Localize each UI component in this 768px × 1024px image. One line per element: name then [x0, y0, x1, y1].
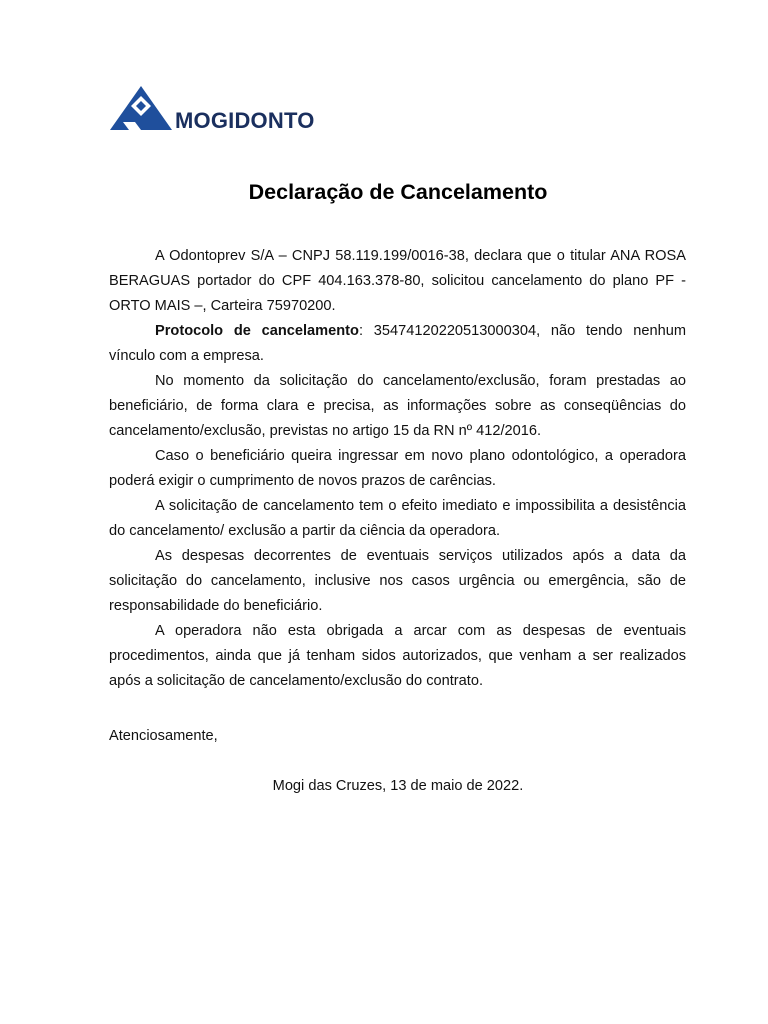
company-logo	[109, 84, 339, 134]
paragraph-expenses: As despesas decorrentes de eventuais serviços utilizados após a data da solicitação do cancelamento, inclusive nos casos urgência ou emergência, são de responsabilidade do beneficiário.	[109, 548, 686, 614]
document-body	[109, 244, 686, 694]
logo-mark-icon	[109, 84, 173, 132]
paragraph-protocol	[109, 319, 686, 369]
place-and-date: Mogi das Cruzes, 13 de maio de 2022.	[272, 778, 524, 794]
paragraph-declaration: A Odontoprev S/A – CNPJ 58.119.199/0016-38, declara que o titular ANA ROSA BERAGUAS portador do CPF 404.163.378-80, solicitou cancelamento do plano PF - ORTO MAIS –, Carteira 75970200.	[109, 248, 686, 314]
paragraph-information: No momento da solicitação do cancelamento/exclusão, foram prestadas ao beneficiário, de forma clara e precisa, as informações sobre as conseqüências do cancelamento/exclusão, previstas no artigo 15 da RN nº 412/2016.	[109, 373, 686, 439]
closing-salutation: Atenciosamente,	[109, 728, 218, 744]
logo-wordmark: MOGIDONTO	[175, 108, 315, 133]
paragraph-new-plan: Caso o beneficiário queira ingressar em novo plano odontológico, a operadora poderá exigir o cumprimento de novos prazos de carências.	[109, 448, 686, 489]
protocol-text: : 35474120220513000304, não tendo nenhum vínculo com a empresa.	[109, 323, 687, 364]
document-title: Declaração de Cancelamento	[248, 180, 548, 204]
protocol-label: Protocolo de cancelamento	[155, 323, 359, 339]
paragraph-immediate-effect: A solicitação de cancelamento tem o efeito imediato e impossibilita a desistência do cancelamento/ exclusão a partir da ciência da operadora.	[109, 498, 686, 539]
paragraph-operator-obligation: A operadora não esta obrigada a arcar com as despesas de eventuais procedimentos, ainda que já tenham sidos autorizados, que venham a ser realizados após a solicitação de cancelamento/exclusão do contrato.	[109, 623, 686, 689]
